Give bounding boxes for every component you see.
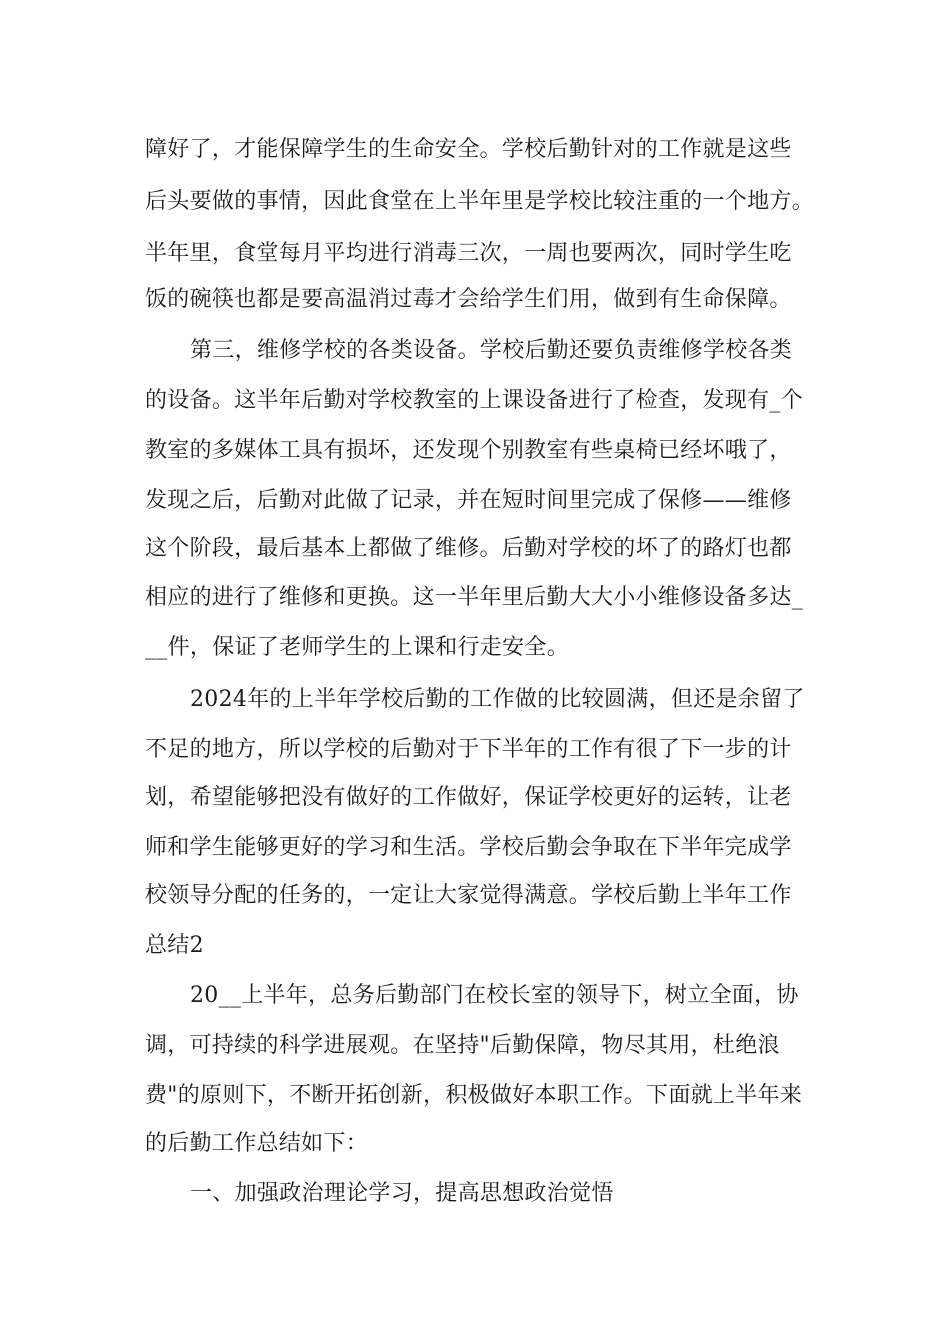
text-line: 相应的进行了维修和更换。这一半年里后勤大大小小维修设备多达_ <box>145 585 804 610</box>
text-line: 师和学生能够更好的学习和生活。学校后勤会争取在下半年完成学 <box>145 835 792 860</box>
text-line: 这个阶段，最后基本上都做了维修。后勤对学校的坏了的路灯也都 <box>145 536 792 561</box>
text-line: 教室的多媒体工具有损坏，还发现个别教室有些桌椅已经坏哦了， <box>145 438 792 463</box>
text-line: __件，保证了老师学生的上课和行走安全。 <box>145 635 570 660</box>
text-line: 费"的原则下，不断开拓创新，积极做好本职工作。下面就上半年来 <box>145 1083 803 1108</box>
text-line: 校领导分配的任务的，一定让大家觉得满意。学校后勤上半年工作 <box>145 883 792 908</box>
paragraph-first-line: 第三，维修学校的各类设备。学校后勤还要负责维修学校各类 <box>190 338 793 363</box>
paragraph-first-line: 20__上半年，总务后勤部门在校长室的领导下，树立全面，协 <box>190 983 799 1008</box>
text-line: 划，希望能够把没有做好的工作做好，保证学校更好的运转，让老 <box>145 785 792 810</box>
text-line: 饭的碗筷也都是要高温消过毒才会给学生们用，做到有生命保障。 <box>145 287 792 312</box>
text-line: 后头要做的事情，因此食堂在上半年里是学校比较注重的一个地方。 <box>145 189 815 214</box>
section-title: 总结2 <box>145 933 204 958</box>
text-line: 半年里，食堂每月平均进行消毒三次，一周也要两次，同时学生吃 <box>145 241 792 266</box>
paragraph-first-line: 2024年的上半年学校后勤的工作做的比较圆满，但还是余留了 <box>190 687 805 712</box>
text-line: 调，可持续的科学进展观。在坚持"后勤保障，物尽其用，杜绝浪 <box>145 1033 780 1058</box>
text-line: 发现之后，后勤对此做了记录，并在短时间里完成了保修——维修 <box>145 488 792 513</box>
text-line: 不足的地方，所以学校的后勤对于下半年的工作有很了下一步的计 <box>145 737 792 762</box>
text-line: 障好了，才能保障学生的生命安全。学校后勤针对的工作就是这些 <box>145 137 792 162</box>
text-line: 的后勤工作总结如下： <box>145 1131 369 1156</box>
text-line: 的设备。这半年后勤对学校教室的上课设备进行了检查，发现有_个 <box>145 388 804 413</box>
section-heading: 一、加强政治理论学习，提高思想政治觉悟 <box>190 1181 614 1206</box>
